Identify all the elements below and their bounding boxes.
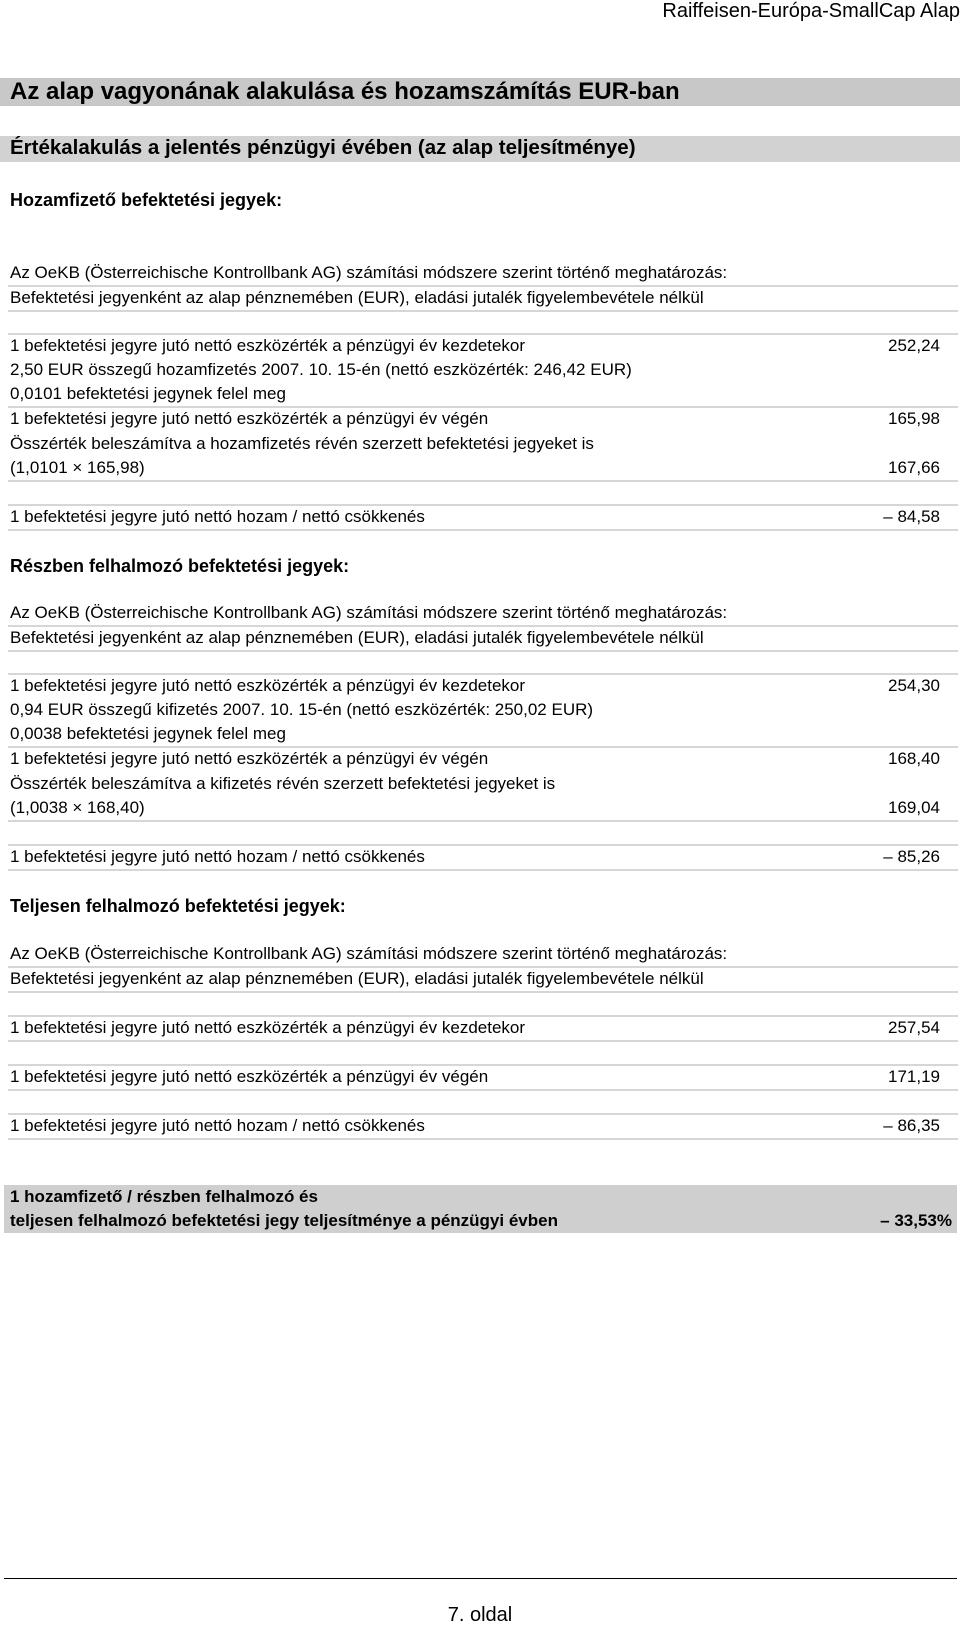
divider: [8, 333, 958, 335]
return-value: – 86,35: [883, 1116, 940, 1135]
start-nav-label: 1 befektetési jegyre jutó nettó eszközérték a pénzügyi év kezdetekor: [10, 336, 526, 355]
divider: [8, 406, 958, 408]
end-nav-label: 1 befektetési jegyre jutó nettó eszközérték a pénzügyi év végén: [10, 409, 489, 428]
return-value: – 84,58: [883, 507, 940, 526]
method-line1: Az OeKB (Österreichische Kontrollbank AG) számítási módszere szerint történő meghatározás:: [10, 944, 728, 963]
divider: [8, 869, 958, 871]
total-line1: Összérték beleszámítva a kifizetés révén szerzett befektetési jegyeket is: [10, 774, 556, 793]
payout-line1: 2,50 EUR összegű hozamfizetés 2007. 10. 15-én (nettó eszközérték: 246,42 EUR): [10, 360, 632, 379]
divider: [8, 1113, 958, 1115]
method-line1: Az OeKB (Österreichische Kontrollbank AG) számítási módszere szerint történő meghatározás:: [10, 263, 728, 282]
divider: [8, 1138, 958, 1140]
divider: [8, 625, 958, 627]
start-nav-value: 254,30: [888, 676, 940, 695]
return-label: 1 befektetési jegyre jutó nettó hozam / nettó csökkenés: [10, 507, 425, 526]
divider: [8, 1040, 958, 1042]
start-nav-value: 252,24: [888, 336, 940, 355]
divider: [8, 480, 958, 482]
summary-line2: teljesen felhalmozó befektetési jegy teljesítménye a pénzügyi évben: [10, 1211, 558, 1230]
divider: [8, 285, 958, 287]
total-line2: (1,0101 × 165,98): [10, 458, 145, 477]
divider: [8, 310, 958, 312]
divider: [8, 1015, 958, 1017]
fund-name-header: Raiffeisen-Európa-SmallCap Alap: [662, 0, 960, 22]
end-nav-value: 165,98: [888, 409, 940, 428]
page-subtitle: Értékalakulás a jelentés pénzügyi évében (az alap teljesítménye): [10, 136, 636, 159]
summary-line1: 1 hozamfizető / részben felhalmozó és: [10, 1187, 318, 1206]
method-line2: Befektetési jegyenként az alap pénznemében (EUR), eladási jutalék figyelembevétele nélkül: [10, 628, 704, 647]
divider: [8, 650, 958, 652]
divider: [8, 504, 958, 506]
total-value: 167,66: [888, 458, 940, 477]
divider: [8, 1064, 958, 1066]
start-nav-value: 257,54: [888, 1018, 940, 1037]
divider: [8, 1089, 958, 1091]
page-title: Az alap vagyonának alakulása és hozamszámítás EUR-ban: [10, 78, 680, 105]
divider: [8, 673, 958, 675]
page-number: 7. oldal: [447, 1604, 513, 1626]
footer-rule: [4, 1578, 957, 1579]
start-nav-label: 1 befektetési jegyre jutó nettó eszközérték a pénzügyi év kezdetekor: [10, 676, 526, 695]
payout-line1: 0,94 EUR összegű kifizetés 2007. 10. 15-én (nettó eszközérték: 250,02 EUR): [10, 700, 594, 719]
section-heading-partial-accumulating: Részben felhalmozó befektetési jegyek:: [10, 556, 350, 576]
divider: [8, 844, 958, 846]
total-value: 169,04: [888, 798, 940, 817]
divider: [8, 820, 958, 822]
divider: [8, 746, 958, 748]
method-line1: Az OeKB (Österreichische Kontrollbank AG) számítási módszere szerint történő meghatározás:: [10, 603, 728, 622]
return-value: – 85,26: [883, 847, 940, 866]
return-label: 1 befektetési jegyre jutó nettó hozam / nettó csökkenés: [10, 1116, 425, 1135]
summary-value: – 33,53%: [880, 1211, 952, 1230]
divider: [8, 991, 958, 993]
total-line2: (1,0038 × 168,40): [10, 798, 145, 817]
end-nav-value: 168,40: [888, 749, 940, 768]
end-nav-label: 1 befektetési jegyre jutó nettó eszközérték a pénzügyi év végén: [10, 749, 489, 768]
payout-line2: 0,0101 befektetési jegynek felel meg: [10, 384, 286, 403]
total-line1: Összérték beleszámítva a hozamfizetés révén szerzett befektetési jegyeket is: [10, 434, 594, 453]
method-line2: Befektetési jegyenként az alap pénznemében (EUR), eladási jutalék figyelembevétele nélkül: [10, 288, 704, 307]
method-line2: Befektetési jegyenként az alap pénznemében (EUR), eladási jutalék figyelembevétele nélkül: [10, 969, 704, 988]
divider: [8, 529, 958, 531]
payout-line2: 0,0038 befektetési jegynek felel meg: [10, 724, 286, 743]
end-nav-value: 171,19: [888, 1067, 940, 1086]
return-label: 1 befektetési jegyre jutó nettó hozam / nettó csökkenés: [10, 847, 425, 866]
divider: [8, 966, 958, 968]
section-heading-distributing: Hozamfizető befektetési jegyek:: [10, 190, 283, 210]
end-nav-label: 1 befektetési jegyre jutó nettó eszközérték a pénzügyi év végén: [10, 1067, 489, 1086]
start-nav-label: 1 befektetési jegyre jutó nettó eszközérték a pénzügyi év kezdetekor: [10, 1018, 526, 1037]
section-heading-full-accumulating: Teljesen felhalmozó befektetési jegyek:: [10, 896, 346, 916]
